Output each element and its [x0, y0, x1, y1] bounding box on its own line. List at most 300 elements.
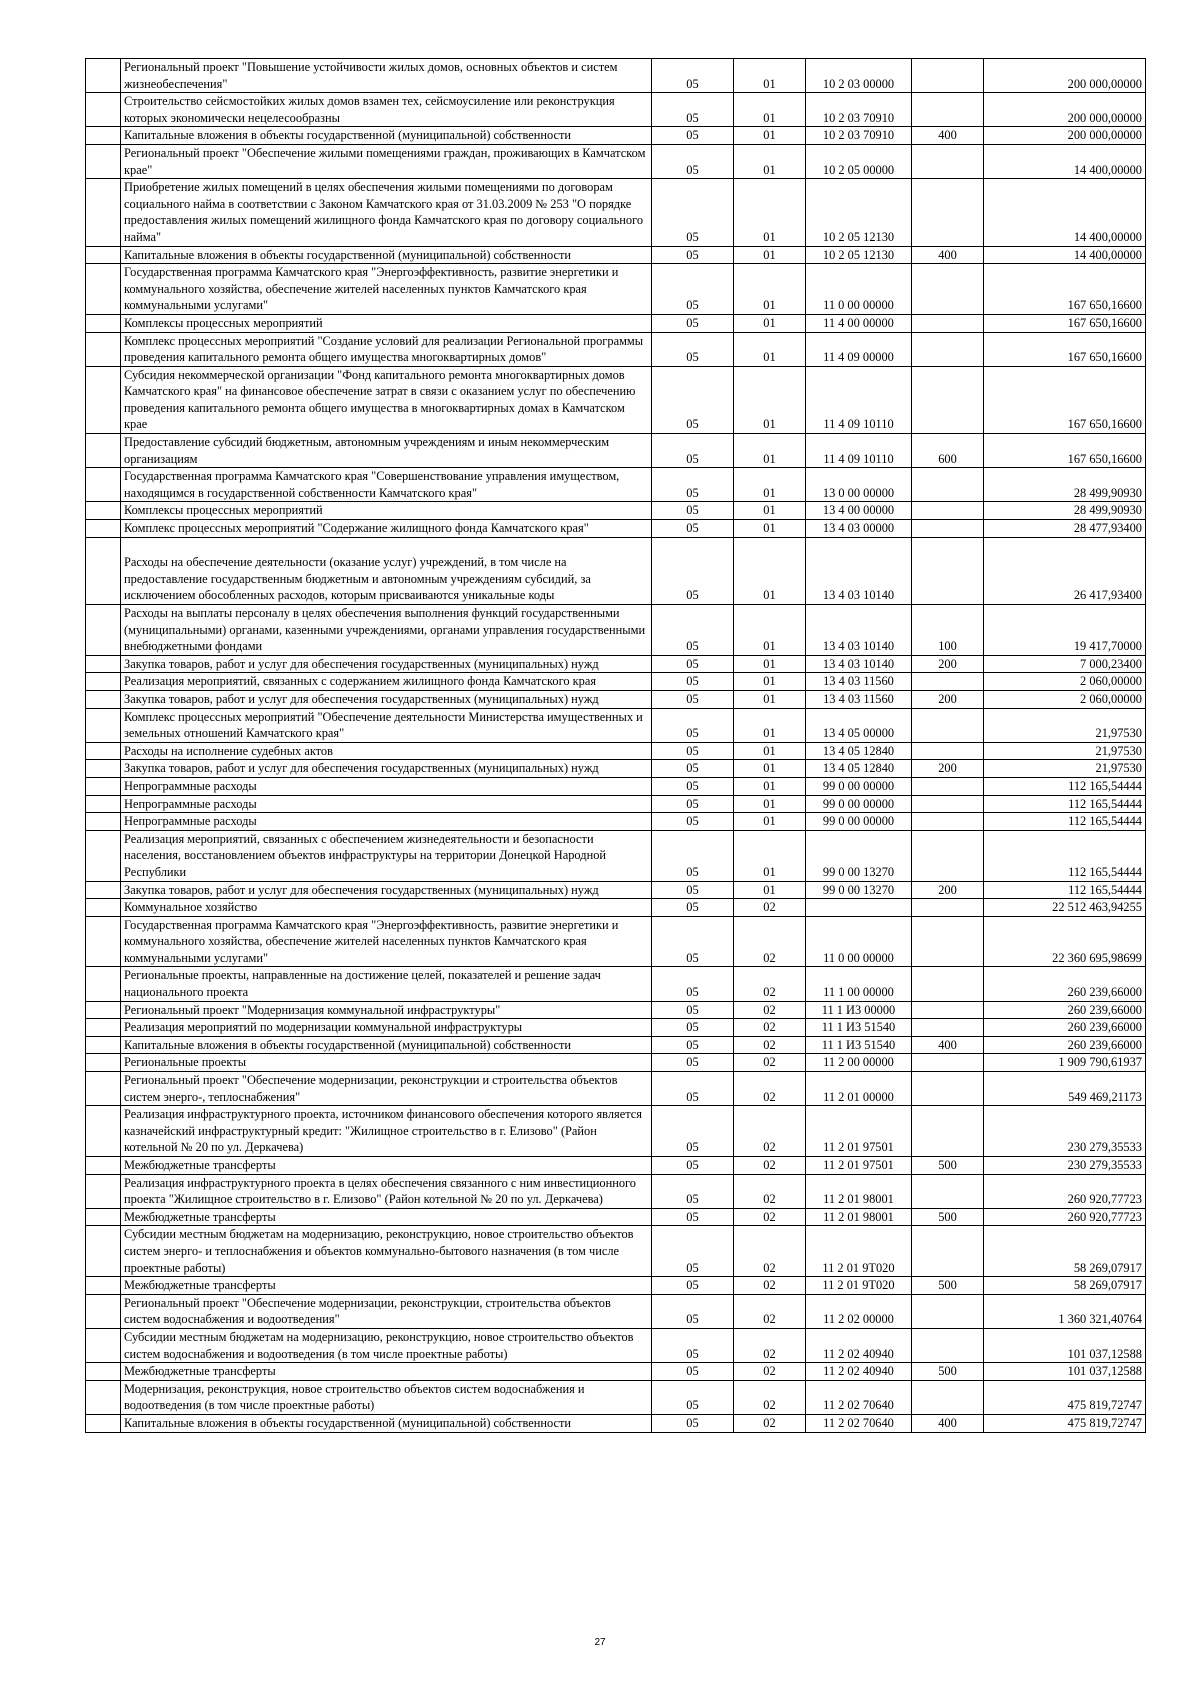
- amount-cell: 22 512 463,94255: [984, 899, 1146, 917]
- expense-type-cell: [912, 1380, 984, 1414]
- expense-name-cell: Государственная программа Камчатского края "Энергоэффективность, развитие энергетики и коммунального хозяйства, обеспечение жителей населенных пунктов Камчатского края коммунальными услугами": [121, 264, 652, 315]
- row-number-cell: [86, 1363, 121, 1381]
- target-article-cell: 11 2 01 97501: [806, 1157, 912, 1175]
- target-article-cell: 13 4 03 10140: [806, 537, 912, 604]
- table-row: [86, 777, 1146, 795]
- table-row: [86, 655, 1146, 673]
- table-row: [86, 690, 1146, 708]
- expense-name-cell: Непрограммные расходы: [121, 795, 652, 813]
- table-row: [86, 1036, 1146, 1054]
- expense-type-cell: 500: [912, 1277, 984, 1295]
- expense-name-cell: Региональные проекты, направленные на достижение целей, показателей и решение задач национального проекта: [121, 967, 652, 1001]
- target-article-cell: 11 4 09 10110: [806, 366, 912, 433]
- expense-type-cell: 200: [912, 881, 984, 899]
- page-number: 27: [594, 1637, 606, 1648]
- table-row: [86, 1294, 1146, 1328]
- subsection-code-cell: 02: [734, 1328, 806, 1362]
- subsection-code-cell: 01: [734, 813, 806, 831]
- expense-type-cell: [912, 1001, 984, 1019]
- section-code-cell: 05: [652, 1072, 734, 1106]
- subsection-code-cell: 02: [734, 1208, 806, 1226]
- amount-cell: 549 469,21173: [984, 1072, 1146, 1106]
- subsection-code-cell: 02: [734, 1277, 806, 1295]
- row-number-cell: [86, 93, 121, 127]
- subsection-code-cell: 01: [734, 179, 806, 246]
- subsection-code-cell: 01: [734, 777, 806, 795]
- budget-table-sheet: [85, 58, 1145, 1433]
- amount-cell: 14 400,00000: [984, 144, 1146, 178]
- row-number-cell: [86, 1106, 121, 1157]
- target-article-cell: 99 0 00 00000: [806, 777, 912, 795]
- row-number-cell: [86, 1001, 121, 1019]
- expense-name-cell: Субсидия некоммерческой организации "Фонд капитального ремонта многоквартирных домов Камчатского края" на финансовое обеспечение затрат в связи с оказанием услуг по обеспечению проведения капитального ремонта общего имущества в многоквартирных домах в Камчатском крае: [121, 366, 652, 433]
- section-code-cell: 05: [652, 1208, 734, 1226]
- table-row: [86, 830, 1146, 881]
- expense-type-cell: [912, 708, 984, 742]
- table-row: [86, 520, 1146, 538]
- subsection-code-cell: 02: [734, 1294, 806, 1328]
- table-row: [86, 742, 1146, 760]
- table-row: [86, 795, 1146, 813]
- section-code-cell: 05: [652, 144, 734, 178]
- target-article-cell: 11 1 00 00000: [806, 967, 912, 1001]
- row-number-cell: [86, 655, 121, 673]
- row-number-cell: [86, 314, 121, 332]
- section-code-cell: 05: [652, 899, 734, 917]
- expense-type-cell: [912, 264, 984, 315]
- section-code-cell: 05: [652, 1019, 734, 1037]
- table-row: [86, 1380, 1146, 1414]
- amount-cell: 19 417,70000: [984, 605, 1146, 656]
- amount-cell: 21,97530: [984, 760, 1146, 778]
- section-code-cell: 05: [652, 468, 734, 502]
- row-number-cell: [86, 1208, 121, 1226]
- row-number-cell: [86, 777, 121, 795]
- subsection-code-cell: 01: [734, 144, 806, 178]
- expense-type-cell: [912, 899, 984, 917]
- row-number-cell: [86, 246, 121, 264]
- section-code-cell: 05: [652, 246, 734, 264]
- subsection-code-cell: 01: [734, 520, 806, 538]
- expense-type-cell: [912, 916, 984, 967]
- expense-type-cell: [912, 1054, 984, 1072]
- target-article-cell: 13 4 03 10140: [806, 655, 912, 673]
- row-number-cell: [86, 59, 121, 93]
- section-code-cell: 05: [652, 605, 734, 656]
- amount-cell: 112 165,54444: [984, 881, 1146, 899]
- table-row: [86, 1363, 1146, 1381]
- subsection-code-cell: 01: [734, 655, 806, 673]
- table-row: [86, 1277, 1146, 1295]
- expense-type-cell: 100: [912, 605, 984, 656]
- section-code-cell: 05: [652, 93, 734, 127]
- expense-type-cell: [912, 1019, 984, 1037]
- subsection-code-cell: 01: [734, 246, 806, 264]
- target-article-cell: 13 4 00 00000: [806, 502, 912, 520]
- target-article-cell: 11 2 02 40940: [806, 1328, 912, 1362]
- amount-cell: 14 400,00000: [984, 246, 1146, 264]
- target-article-cell: 11 1 И3 51540: [806, 1019, 912, 1037]
- section-code-cell: 05: [652, 1380, 734, 1414]
- expense-type-cell: [912, 332, 984, 366]
- subsection-code-cell: 01: [734, 537, 806, 604]
- row-number-cell: [86, 1294, 121, 1328]
- expense-name-cell: Комплекс процессных мероприятий "Содержание жилищного фонда Камчатского края": [121, 520, 652, 538]
- subsection-code-cell: 01: [734, 59, 806, 93]
- table-row: [86, 144, 1146, 178]
- table-row: [86, 537, 1146, 604]
- target-article-cell: 10 2 05 12130: [806, 246, 912, 264]
- row-number-cell: [86, 1019, 121, 1037]
- subsection-code-cell: 01: [734, 366, 806, 433]
- expense-name-cell: Реализация инфраструктурного проекта, источником финансового обеспечения которого является казначейский инфраструктурный кредит: "Жилищное строительство в г. Елизово" (Район котельной № 20 по ул. Деркачева): [121, 1106, 652, 1157]
- table-row: [86, 1208, 1146, 1226]
- subsection-code-cell: 01: [734, 264, 806, 315]
- amount-cell: 167 650,16600: [984, 264, 1146, 315]
- expense-name-cell: Региональный проект "Обеспечение жилыми помещениями граждан, проживающих в Камчатском крае": [121, 144, 652, 178]
- subsection-code-cell: 01: [734, 795, 806, 813]
- subsection-code-cell: 02: [734, 1380, 806, 1414]
- table-row: [86, 127, 1146, 145]
- row-number-cell: [86, 366, 121, 433]
- amount-cell: 112 165,54444: [984, 830, 1146, 881]
- row-number-cell: [86, 1226, 121, 1277]
- subsection-code-cell: 01: [734, 332, 806, 366]
- target-article-cell: 13 4 05 12840: [806, 742, 912, 760]
- section-code-cell: 05: [652, 127, 734, 145]
- table-row: [86, 179, 1146, 246]
- section-code-cell: 05: [652, 1036, 734, 1054]
- amount-cell: 112 165,54444: [984, 813, 1146, 831]
- target-article-cell: 11 2 00 00000: [806, 1054, 912, 1072]
- table-row: [86, 332, 1146, 366]
- target-article-cell: 11 1 И3 51540: [806, 1036, 912, 1054]
- expense-type-cell: [912, 1106, 984, 1157]
- table-row: [86, 967, 1146, 1001]
- section-code-cell: 05: [652, 1277, 734, 1295]
- amount-cell: 260 239,66000: [984, 1036, 1146, 1054]
- expense-name-cell: Непрограммные расходы: [121, 777, 652, 795]
- budget-table: [85, 58, 1146, 1433]
- row-number-cell: [86, 1328, 121, 1362]
- subsection-code-cell: 02: [734, 1174, 806, 1208]
- expense-type-cell: 600: [912, 434, 984, 468]
- amount-cell: 28 499,90930: [984, 468, 1146, 502]
- subsection-code-cell: 01: [734, 605, 806, 656]
- table-row: [86, 59, 1146, 93]
- expense-name-cell: Расходы на обеспечение деятельности (оказание услуг) учреждений, в том числе на предоставление государственным бюджетным и автономным учреждениям субсидий, за исключением обособленных расходов, которым присваиваются уникальные коды: [121, 537, 652, 604]
- expense-name-cell: Расходы на исполнение судебных актов: [121, 742, 652, 760]
- target-article-cell: 11 2 01 00000: [806, 1072, 912, 1106]
- section-code-cell: 05: [652, 1328, 734, 1362]
- target-article-cell: 13 4 03 11560: [806, 673, 912, 691]
- amount-cell: 58 269,07917: [984, 1277, 1146, 1295]
- row-number-cell: [86, 127, 121, 145]
- table-row: [86, 434, 1146, 468]
- expense-type-cell: 500: [912, 1363, 984, 1381]
- amount-cell: 260 239,66000: [984, 967, 1146, 1001]
- amount-cell: 7 000,23400: [984, 655, 1146, 673]
- subsection-code-cell: 01: [734, 881, 806, 899]
- expense-name-cell: Закупка товаров, работ и услуг для обеспечения государственных (муниципальных) нужд: [121, 881, 652, 899]
- row-number-cell: [86, 967, 121, 1001]
- expense-type-cell: 400: [912, 246, 984, 264]
- row-number-cell: [86, 605, 121, 656]
- target-article-cell: 13 4 05 12840: [806, 760, 912, 778]
- table-row: [86, 366, 1146, 433]
- target-article-cell: 11 4 00 00000: [806, 314, 912, 332]
- expense-type-cell: 500: [912, 1208, 984, 1226]
- amount-cell: 2 060,00000: [984, 673, 1146, 691]
- expense-type-cell: [912, 1328, 984, 1362]
- row-number-cell: [86, 144, 121, 178]
- expense-type-cell: 500: [912, 1157, 984, 1175]
- subsection-code-cell: 02: [734, 1036, 806, 1054]
- amount-cell: 167 650,16600: [984, 366, 1146, 433]
- expense-name-cell: Межбюджетные трансферты: [121, 1363, 652, 1381]
- expense-type-cell: [912, 1226, 984, 1277]
- expense-type-cell: [912, 314, 984, 332]
- row-number-cell: [86, 708, 121, 742]
- row-number-cell: [86, 1054, 121, 1072]
- subsection-code-cell: 02: [734, 1072, 806, 1106]
- amount-cell: 2 060,00000: [984, 690, 1146, 708]
- target-article-cell: 10 2 05 12130: [806, 179, 912, 246]
- expense-type-cell: [912, 813, 984, 831]
- section-code-cell: 05: [652, 264, 734, 315]
- expense-type-cell: [912, 59, 984, 93]
- expense-type-cell: [912, 179, 984, 246]
- row-number-cell: [86, 537, 121, 604]
- expense-name-cell: Региональный проект "Повышение устойчивости жилых домов, основных объектов и систем жизнеобеспечения": [121, 59, 652, 93]
- subsection-code-cell: 02: [734, 916, 806, 967]
- table-row: [86, 899, 1146, 917]
- target-article-cell: 11 2 01 98001: [806, 1174, 912, 1208]
- table-row: [86, 1226, 1146, 1277]
- expense-name-cell: Реализация мероприятий, связанных с обеспечением жизнедеятельности и безопасности населения, восстановлением объектов инфраструктуры на территории Донецкой Народной Республики: [121, 830, 652, 881]
- expense-name-cell: Капитальные вложения в объекты государственной (муниципальной) собственности: [121, 246, 652, 264]
- section-code-cell: 05: [652, 520, 734, 538]
- table-row: [86, 813, 1146, 831]
- expense-name-cell: Закупка товаров, работ и услуг для обеспечения государственных (муниципальных) нужд: [121, 760, 652, 778]
- amount-cell: 112 165,54444: [984, 795, 1146, 813]
- expense-type-cell: 200: [912, 690, 984, 708]
- amount-cell: 28 477,93400: [984, 520, 1146, 538]
- expense-name-cell: Региональный проект "Обеспечение модернизации, реконструкции и строительства объектов систем энерго-, теплоснабжения": [121, 1072, 652, 1106]
- amount-cell: 200 000,00000: [984, 59, 1146, 93]
- target-article-cell: 11 0 00 00000: [806, 916, 912, 967]
- section-code-cell: 05: [652, 1054, 734, 1072]
- target-article-cell: 11 4 09 00000: [806, 332, 912, 366]
- expense-name-cell: Субсидии местным бюджетам на модернизацию, реконструкцию, новое строительство объектов систем энерго- и теплоснабжения и объектов коммунально-бытового назначения (в том числе проектные работы): [121, 1226, 652, 1277]
- expense-name-cell: Капитальные вложения в объекты государственной (муниципальной) собственности: [121, 127, 652, 145]
- expense-name-cell: Реализация инфраструктурного проекта в целях обеспечения связанного с ним инвестиционного проекта "Жилищное строительство в г. Елизово" (Район котельной № 20 по ул. Деркачева): [121, 1174, 652, 1208]
- subsection-code-cell: 02: [734, 1019, 806, 1037]
- table-row: [86, 916, 1146, 967]
- subsection-code-cell: 01: [734, 708, 806, 742]
- section-code-cell: 05: [652, 1414, 734, 1432]
- expense-type-cell: 200: [912, 655, 984, 673]
- target-article-cell: 11 4 09 10110: [806, 434, 912, 468]
- expense-name-cell: Государственная программа Камчатского края "Энергоэффективность, развитие энергетики и коммунального хозяйства, обеспечение жителей населенных пунктов Камчатского края коммунальными услугами": [121, 916, 652, 967]
- subsection-code-cell: 02: [734, 967, 806, 1001]
- expense-name-cell: Реализация мероприятий по модернизации коммунальной инфраструктуры: [121, 1019, 652, 1037]
- expense-type-cell: [912, 1072, 984, 1106]
- subsection-code-cell: 02: [734, 899, 806, 917]
- target-article-cell: 99 0 00 13270: [806, 830, 912, 881]
- amount-cell: 21,97530: [984, 742, 1146, 760]
- row-number-cell: [86, 1036, 121, 1054]
- subsection-code-cell: 02: [734, 1054, 806, 1072]
- section-code-cell: 05: [652, 1294, 734, 1328]
- target-article-cell: 11 2 01 98001: [806, 1208, 912, 1226]
- target-article-cell: 13 4 03 00000: [806, 520, 912, 538]
- target-article-cell: 11 0 00 00000: [806, 264, 912, 315]
- subsection-code-cell: 01: [734, 673, 806, 691]
- table-row: [86, 1072, 1146, 1106]
- row-number-cell: [86, 1277, 121, 1295]
- section-code-cell: 05: [652, 655, 734, 673]
- table-row: [86, 264, 1146, 315]
- target-article-cell: 11 2 01 9Т020: [806, 1226, 912, 1277]
- expense-name-cell: Региональные проекты: [121, 1054, 652, 1072]
- target-article-cell: 13 0 00 00000: [806, 468, 912, 502]
- expense-type-cell: [912, 537, 984, 604]
- subsection-code-cell: 01: [734, 434, 806, 468]
- amount-cell: 200 000,00000: [984, 127, 1146, 145]
- target-article-cell: 11 2 02 70640: [806, 1414, 912, 1432]
- row-number-cell: [86, 1072, 121, 1106]
- subsection-code-cell: 01: [734, 830, 806, 881]
- expense-type-cell: [912, 1294, 984, 1328]
- table-row: [86, 1328, 1146, 1362]
- amount-cell: 260 239,66000: [984, 1019, 1146, 1037]
- table-row: [86, 1106, 1146, 1157]
- row-number-cell: [86, 830, 121, 881]
- target-article-cell: 99 0 00 13270: [806, 881, 912, 899]
- row-number-cell: [86, 899, 121, 917]
- table-row: [86, 502, 1146, 520]
- amount-cell: 475 819,72747: [984, 1380, 1146, 1414]
- subsection-code-cell: 02: [734, 1226, 806, 1277]
- amount-cell: 260 920,77723: [984, 1174, 1146, 1208]
- row-number-cell: [86, 1414, 121, 1432]
- expense-type-cell: 400: [912, 1036, 984, 1054]
- target-article-cell: 11 1 И3 00000: [806, 1001, 912, 1019]
- table-row: [86, 1019, 1146, 1037]
- amount-cell: 475 819,72747: [984, 1414, 1146, 1432]
- row-number-cell: [86, 264, 121, 315]
- expense-name-cell: Коммунальное хозяйство: [121, 899, 652, 917]
- section-code-cell: 05: [652, 830, 734, 881]
- section-code-cell: 05: [652, 1363, 734, 1381]
- subsection-code-cell: 01: [734, 468, 806, 502]
- section-code-cell: 05: [652, 742, 734, 760]
- subsection-code-cell: 01: [734, 93, 806, 127]
- expense-type-cell: [912, 1174, 984, 1208]
- section-code-cell: 05: [652, 760, 734, 778]
- target-article-cell: 10 2 03 00000: [806, 59, 912, 93]
- expense-name-cell: Закупка товаров, работ и услуг для обеспечения государственных (муниципальных) нужд: [121, 690, 652, 708]
- target-article-cell: 11 2 02 00000: [806, 1294, 912, 1328]
- table-row: [86, 93, 1146, 127]
- target-article-cell: 11 2 02 70640: [806, 1380, 912, 1414]
- expense-type-cell: [912, 93, 984, 127]
- amount-cell: 14 400,00000: [984, 179, 1146, 246]
- expense-type-cell: [912, 144, 984, 178]
- expense-name-cell: Предоставление субсидий бюджетным, автономным учреждениям и иным некоммерческим организациям: [121, 434, 652, 468]
- row-number-cell: [86, 332, 121, 366]
- table-row: [86, 673, 1146, 691]
- amount-cell: 200 000,00000: [984, 93, 1146, 127]
- section-code-cell: 05: [652, 537, 734, 604]
- amount-cell: 167 650,16600: [984, 434, 1146, 468]
- amount-cell: 1 360 321,40764: [984, 1294, 1146, 1328]
- subsection-code-cell: 02: [734, 1363, 806, 1381]
- amount-cell: 1 909 790,61937: [984, 1054, 1146, 1072]
- row-number-cell: [86, 179, 121, 246]
- amount-cell: 230 279,35533: [984, 1157, 1146, 1175]
- expense-name-cell: Реализация мероприятий, связанных с содержанием жилищного фонда Камчатского края: [121, 673, 652, 691]
- expense-name-cell: Капитальные вложения в объекты государственной (муниципальной) собственности: [121, 1414, 652, 1432]
- expense-name-cell: Расходы на выплаты персоналу в целях обеспечения выполнения функций государственными (муниципальными) органами, казенными учреждениями, органами управления государственными внебюджетными фондами: [121, 605, 652, 656]
- subsection-code-cell: 02: [734, 1001, 806, 1019]
- section-code-cell: 05: [652, 1001, 734, 1019]
- subsection-code-cell: 02: [734, 1157, 806, 1175]
- row-number-cell: [86, 520, 121, 538]
- amount-cell: 260 920,77723: [984, 1208, 1146, 1226]
- amount-cell: 167 650,16600: [984, 314, 1146, 332]
- section-code-cell: 05: [652, 434, 734, 468]
- expense-name-cell: Комплекс процессных мероприятий "Обеспечение деятельности Министерства имущественных и земельных отношений Камчатского края": [121, 708, 652, 742]
- subsection-code-cell: 01: [734, 760, 806, 778]
- expense-type-cell: [912, 830, 984, 881]
- table-row: [86, 468, 1146, 502]
- section-code-cell: 05: [652, 332, 734, 366]
- section-code-cell: 05: [652, 1174, 734, 1208]
- row-number-cell: [86, 881, 121, 899]
- expense-name-cell: Приобретение жилых помещений в целях обеспечения жилыми помещениями по договорам социального найма в соответствии с Законом Камчатского края от 31.03.2009 № 253 "О порядке предоставления жилых помещений жилищного фонда Камчатского края по договору социального найма": [121, 179, 652, 246]
- table-row: [86, 881, 1146, 899]
- budget-table-body: [86, 59, 1146, 1433]
- section-code-cell: 05: [652, 179, 734, 246]
- amount-cell: 58 269,07917: [984, 1226, 1146, 1277]
- table-row: [86, 1001, 1146, 1019]
- target-article-cell: 11 2 01 97501: [806, 1106, 912, 1157]
- table-row: [86, 314, 1146, 332]
- row-number-cell: [86, 916, 121, 967]
- amount-cell: 101 037,12588: [984, 1328, 1146, 1362]
- amount-cell: 21,97530: [984, 708, 1146, 742]
- expense-type-cell: [912, 366, 984, 433]
- target-article-cell: 13 4 03 11560: [806, 690, 912, 708]
- expense-name-cell: Межбюджетные трансферты: [121, 1208, 652, 1226]
- subsection-code-cell: 02: [734, 1414, 806, 1432]
- expense-type-cell: [912, 673, 984, 691]
- subsection-code-cell: 01: [734, 690, 806, 708]
- expense-name-cell: Комплексы процессных мероприятий: [121, 502, 652, 520]
- row-number-cell: [86, 1380, 121, 1414]
- row-number-cell: [86, 673, 121, 691]
- row-number-cell: [86, 690, 121, 708]
- row-number-cell: [86, 434, 121, 468]
- table-row: [86, 760, 1146, 778]
- row-number-cell: [86, 795, 121, 813]
- expense-type-cell: 200: [912, 760, 984, 778]
- row-number-cell: [86, 1157, 121, 1175]
- section-code-cell: 05: [652, 881, 734, 899]
- subsection-code-cell: 01: [734, 502, 806, 520]
